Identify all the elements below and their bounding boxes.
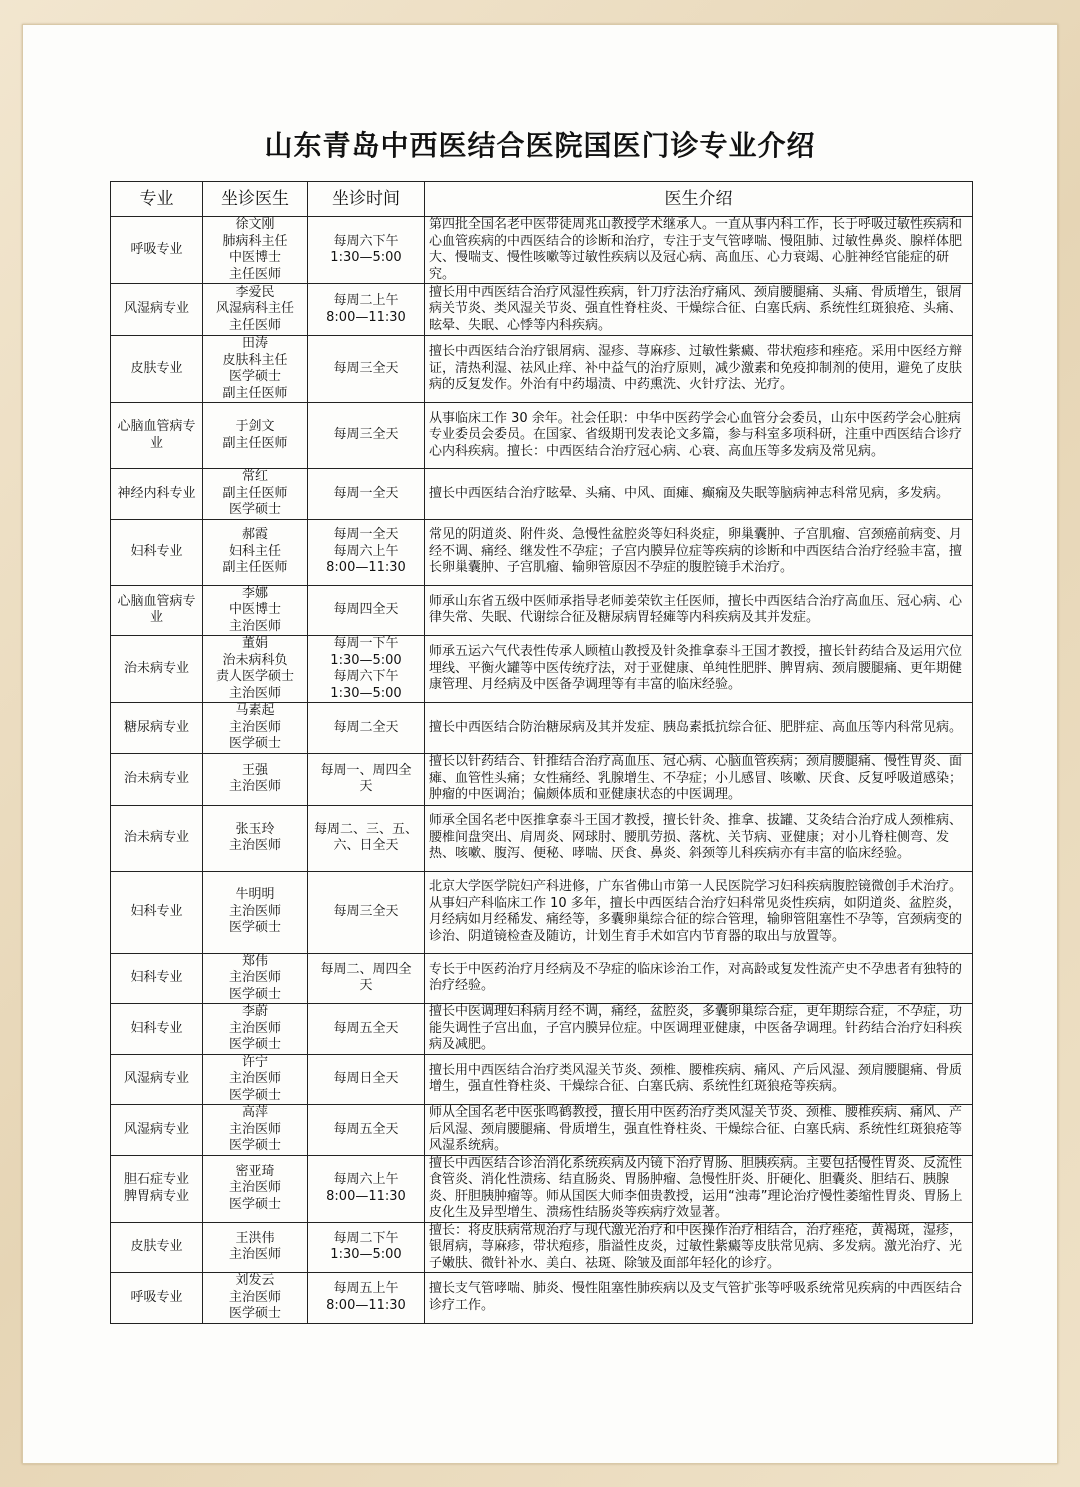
doctor-title: 主治医师 <box>228 685 281 701</box>
table-row <box>111 703 973 754</box>
specialty-cell <box>111 703 203 754</box>
specialty-text: 神经内科专业 <box>117 485 196 501</box>
table-row <box>111 871 973 953</box>
specialty-text: 妇科专业 <box>130 1020 183 1036</box>
schedule-cell <box>308 1004 425 1055</box>
table-row <box>111 953 973 1004</box>
schedule-text: 每周二下午 <box>333 1230 399 1246</box>
bio-cell: 擅长用中西医结合治疗类风湿关节炎、颈椎、腰椎疾病、痛风、产后风湿、颈肩腰腿痛、骨质增生，强直性脊柱炎、干燥综合征、白塞氏病、系统性红斑狼疮等疾病。 <box>425 1054 973 1105</box>
doctor-cell <box>203 1105 308 1156</box>
schedule-cell <box>308 805 425 871</box>
doctor-title: 医学硕士 <box>228 1138 281 1153</box>
doctor-name: 密亚琦 <box>235 1163 275 1179</box>
bio-cell: 擅长以针药结合、针推结合治疗高血压、冠心病、心脑血管疾病；颈肩腰腿痛、慢性胃炎、面瘫、血管性头痛；女性痛经、乳腺增生、不孕症；小儿感冒、咳嗽、厌食、反复呼吸道感染；肿瘤的中医调治；偏颇体质和亚健康状态的中医调理。 <box>425 753 973 805</box>
doctor-cell <box>203 1273 308 1324</box>
schedule-text: 每周一全天 <box>333 527 399 543</box>
schedule-text: 每周六下午 <box>333 669 399 684</box>
doctor-name: 王洪伟 <box>235 1230 275 1246</box>
bio-cell: 擅长中西医结合治疗银屑病、湿疹、荨麻疹、过敏性紫癜、带状疱疹和痤疮。采用中医经方辩证，清热利湿、祛风止痒、补中益气的治疗原则，减少激素和免疫抑制剂的使用，避免了皮肤病的反复发作。外治有中药塌渍、中药熏洗、火针疗法、光疗。 <box>425 336 973 403</box>
doctor-title: 主任医师 <box>228 317 281 333</box>
doctor-title: 主治医师 <box>228 838 281 853</box>
schedule-cell <box>308 585 425 636</box>
specialty-cell <box>111 805 203 871</box>
specialty-text: 胆石症专业 <box>123 1172 189 1187</box>
specialty-text: 风湿病专业 <box>123 1071 189 1086</box>
table-row <box>111 1105 973 1156</box>
specialty-cell <box>111 1155 203 1222</box>
bio-cell: 擅长中西医结合治疗眩晕、头痛、中风、面瘫、癫痫及失眠等脑病神志科常见病，多发病。 <box>425 469 973 520</box>
doctor-cell <box>203 585 308 636</box>
specialty-text: 治未病专业 <box>123 770 189 786</box>
specialty-cell <box>111 469 203 520</box>
schedule-text: 每周二、三、五、 <box>313 821 418 837</box>
schedule-text: 每周三全天 <box>333 427 399 443</box>
doctor-name: 高萍 <box>241 1105 268 1120</box>
doctor-cell <box>203 753 308 805</box>
specialty-cell <box>111 1273 203 1324</box>
header-specialty: 专业 <box>111 182 203 217</box>
table-row <box>111 1054 973 1105</box>
doctor-name: 常红 <box>241 469 268 484</box>
table-row <box>111 805 973 871</box>
schedule-text: 每周二上午 <box>333 293 399 308</box>
doctor-title: 副主任医师 <box>222 385 288 401</box>
schedule-cell <box>308 871 425 953</box>
specialty-cell <box>111 336 203 403</box>
doctor-cell <box>203 403 308 469</box>
specialty-cell <box>111 871 203 953</box>
specialty-text: 风湿病专业 <box>123 301 189 317</box>
schedule-cell <box>308 1105 425 1156</box>
doctor-cell <box>203 284 308 336</box>
schedule-text: 8:00—11:30 <box>326 1297 406 1313</box>
schedule-text: 每周六上午 <box>333 1172 399 1187</box>
schedule-text: 每周日全天 <box>333 1071 399 1086</box>
specialty-text: 治未病专业 <box>123 660 189 676</box>
doctor-name: 牛明明 <box>235 887 275 903</box>
doctor-title: 医学硕士 <box>228 920 281 936</box>
specialty-cell <box>111 1054 203 1105</box>
doctor-title: 医学硕士 <box>228 1196 281 1212</box>
doctor-title: 医学硕士 <box>228 736 281 751</box>
doctor-title: 责人医学硕士 <box>215 669 294 684</box>
table-row <box>111 284 973 336</box>
doctor-title: 主治医师 <box>228 779 281 794</box>
doctor-title: 医学硕士 <box>228 1037 281 1052</box>
doctor-cell <box>203 1155 308 1222</box>
schedule-text: 每周五上午 <box>333 1281 399 1297</box>
doctor-name: 郑伟 <box>241 953 268 969</box>
doctor-name: 徐文刚 <box>235 217 275 232</box>
schedule-text: 每周二全天 <box>333 719 399 735</box>
doctor-title: 医学硕士 <box>228 502 281 517</box>
specialty-text: 心脑血管病专业 <box>117 419 196 451</box>
bio-cell: 师从全国名老中医张鸣鹤教授，擅长用中医药治疗类风湿关节炎、颈椎、腰椎疾病、痛风、产后风湿、颈肩腰腿痛、骨质增生，强直性脊柱炎、干燥综合征、白塞氏病、系统性红斑狼疮等风湿系统病。 <box>425 1105 973 1156</box>
doctor-title: 主治医师 <box>228 618 281 634</box>
schedule-text: 每周三全天 <box>333 903 399 919</box>
doctor-title: 副主任医师 <box>222 485 288 501</box>
doctor-name: 于剑文 <box>235 419 275 434</box>
header-time: 坐诊时间 <box>308 182 425 217</box>
doctor-title: 医学硕士 <box>228 986 281 1002</box>
doctor-cell <box>203 217 308 284</box>
table-header-row <box>111 182 973 217</box>
doctor-cell <box>203 953 308 1004</box>
bio-cell: 擅长中医调理妇科病月经不调，痛经，盆腔炎，多囊卵巢综合症，更年期综合症，不孕症，功能失调性子宫出血，子宫内膜异位症。中医调理亚健康，中医备孕调理。针药结合治疗妇科疾病及减肥。 <box>425 1004 973 1055</box>
specialty-cell <box>111 636 203 703</box>
schedule-text: 8:00—11:30 <box>326 309 406 325</box>
doctor-title: 医学硕士 <box>228 1087 281 1103</box>
doctor-title: 皮肤科主任 <box>222 352 288 368</box>
specialty-cell <box>111 953 203 1004</box>
doctor-title: 中医博士 <box>228 602 281 617</box>
schedule-cell <box>308 217 425 284</box>
table-row <box>111 469 973 520</box>
schedule-cell <box>308 519 425 585</box>
schedule-text: 每周五全天 <box>333 1020 399 1036</box>
specialty-text: 呼吸专业 <box>130 1289 183 1305</box>
doctor-name: 郝霞 <box>241 527 268 543</box>
schedule-text: 天 <box>359 779 373 794</box>
doctor-cell <box>203 636 308 703</box>
doctor-title: 风湿病科主任 <box>215 301 294 317</box>
doctor-name: 张玉玲 <box>235 821 275 837</box>
table-row <box>111 753 973 805</box>
doctor-title: 医学硕士 <box>228 1306 281 1321</box>
bio-cell: 专长于中医药治疗月经病及不孕症的临床诊治工作，对高龄或复发性流产史不孕患者有独特的治疗经验。 <box>425 953 973 1004</box>
table-row <box>111 519 973 585</box>
doctor-name: 李爱民 <box>235 284 275 300</box>
specialty-text: 脾胃病专业 <box>123 1188 189 1204</box>
schedule-cell <box>308 403 425 469</box>
specialty-text: 妇科专业 <box>130 543 183 559</box>
header-doctor: 坐诊医生 <box>203 182 308 217</box>
bio-cell: 北京大学医学院妇产科进修，广东省佛山市第一人民医院学习妇科疾病腹腔镜微创手术治疗。从事妇产科临床工作 10 多年，擅长中西医结合治疗妇科常见炎性疾病，如阴道炎、盆腔炎，月经病如月经稀发、痛经等，多囊卵巢综合征的综合管理，输卵管阻塞性不孕等，宫颈病变的诊治、阴道镜检查及随访，计划生育手术如宫内节育器的取出与放置等。 <box>425 871 973 953</box>
doctor-cell <box>203 469 308 520</box>
specialty-cell <box>111 1222 203 1273</box>
specialty-text: 妇科专业 <box>130 903 183 919</box>
bio-cell: 从事临床工作 30 余年。社会任职：中华中医药学会心血管分会委员，山东中医药学会心脏病专业委员会委员。在国家、省级期刊发表论文多篇，参与科室多项科研，注重中西医结合诊疗心内科疾病。擅长：中西医结合治疗冠心病、心衰、高血压等多发病及常见病。 <box>425 403 973 469</box>
schedule-cell <box>308 284 425 336</box>
doctor-title: 医学硕士 <box>228 369 281 384</box>
doctor-title: 主治医师 <box>228 1071 281 1086</box>
table-row <box>111 403 973 469</box>
bio-cell: 擅长用中西医结合治疗风湿性疾病，针刀疗法治疗痛风、颈肩腰腿痛、头痛、骨质增生，银屑病关节炎、类风湿关节炎、强直性脊柱炎、干燥综合征、白塞氏病、系统性红斑狼疮、头痛、眩晕、失眠、心悸等内科疾病。 <box>425 284 973 336</box>
doctor-cell <box>203 336 308 403</box>
doctor-cell <box>203 703 308 754</box>
doctor-title: 主治医师 <box>228 1121 281 1137</box>
schedule-cell <box>308 1273 425 1324</box>
doctor-title: 肺病科主任 <box>222 233 288 249</box>
doctor-title: 中医博士 <box>228 250 281 265</box>
doctor-title: 主治医师 <box>228 1247 281 1263</box>
schedule-text: 1:30—5:00 <box>330 1247 402 1263</box>
table-row <box>111 1273 973 1324</box>
schedule-cell <box>308 753 425 805</box>
table-row <box>111 336 973 403</box>
table-row <box>111 1222 973 1273</box>
doctor-cell <box>203 1004 308 1055</box>
schedule-text: 1:30—5:00 <box>330 250 402 265</box>
schedule-text: 每周三全天 <box>333 360 399 376</box>
table-row <box>111 1155 973 1222</box>
doctor-cell <box>203 871 308 953</box>
doctor-cell <box>203 805 308 871</box>
table-row <box>111 217 973 284</box>
bio-cell: 擅长：将皮肤病常规治疗与现代激光治疗和中医操作治疗相结合，治疗痤疮，黄褐斑，湿疹，银屑病，荨麻疹，带状疱疹，脂溢性皮炎，过敏性紫癜等皮肤常见病、多发病。激光治疗、光子嫩肤、微针补水、美白、祛斑、除皱及面部年轻化的诊疗。 <box>425 1222 973 1273</box>
schedule-text: 每周六上午 <box>333 543 399 559</box>
schedule-cell <box>308 953 425 1004</box>
specialty-text: 妇科专业 <box>130 970 183 985</box>
doctor-title: 治未病科负 <box>222 652 288 668</box>
schedule-cell <box>308 1222 425 1273</box>
doctor-name: 许宁 <box>241 1054 268 1070</box>
specialty-cell <box>111 217 203 284</box>
schedule-text: 每周四全天 <box>333 602 399 617</box>
doctor-name: 董娟 <box>241 636 268 651</box>
doctor-name: 刘发云 <box>235 1273 275 1288</box>
bio-cell: 第四批全国名老中医带徒周兆山教授学术继承人。一直从事内科工作，长于呼吸过敏性疾病和心血管疾病的中西医结合的诊断和治疗，专注于支气管哮喘、慢阻肺、过敏性鼻炎、腺样体肥大、慢喘支、慢性咳嗽等过敏性疾病以及冠心病、高血压、心力衰竭、心脏神经官能症的研究。 <box>425 217 973 284</box>
doctor-name: 李娜 <box>241 585 268 601</box>
bio-cell: 师承五运六气代表性传承人顾植山教授及针灸推拿泰斗王国才教授，擅长针药结合及运用穴位埋线、平衡火罐等中医传统疗法，对于亚健康、单纯性肥胖、脾胃病、颈肩腰腿痛、更年期健康管理、月经病及中医备孕调理等有丰富的临床经验。 <box>425 636 973 703</box>
doctor-title: 副主任医师 <box>222 435 288 451</box>
specialty-cell <box>111 519 203 585</box>
specialty-cell <box>111 403 203 469</box>
bio-cell: 师承山东省五级中医师承指导老师姜荣钦主任医师，擅长中西医结合治疗高血压、冠心病、心律失常、失眠、代谢综合征及糖尿病胃轻瘫等内科疾病及其并发症。 <box>425 585 973 636</box>
schedule-text: 8:00—11:30 <box>326 560 406 576</box>
schedule-text: 每周一、周四全 <box>320 762 412 778</box>
specialty-text: 皮肤专业 <box>130 360 183 376</box>
schedule-cell <box>308 703 425 754</box>
specialty-cell <box>111 1105 203 1156</box>
doctor-title: 主治医师 <box>228 1180 281 1196</box>
doctor-cell <box>203 519 308 585</box>
doctor-title: 主治医师 <box>228 970 281 985</box>
specialty-text: 心脑血管病专业 <box>117 593 196 626</box>
doctor-title: 主治医师 <box>228 1020 281 1036</box>
specialty-cell <box>111 753 203 805</box>
schedule-text: 每周一全天 <box>333 485 399 501</box>
specialty-table <box>110 181 973 1324</box>
schedule-cell <box>308 636 425 703</box>
table-row <box>111 1004 973 1055</box>
schedule-text: 8:00—11:30 <box>326 1188 406 1204</box>
specialty-text: 风湿病专业 <box>123 1121 189 1137</box>
schedule-text: 1:30—5:00 <box>330 685 402 701</box>
doctor-cell <box>203 1222 308 1273</box>
schedule-text: 1:30—5:00 <box>330 652 402 668</box>
specialty-cell <box>111 284 203 336</box>
doctor-title: 主治医师 <box>228 719 281 735</box>
schedule-cell <box>308 1054 425 1105</box>
doctor-title: 副主任医师 <box>222 560 288 576</box>
schedule-cell <box>308 469 425 520</box>
page-title: 山东青岛中西医结合医院国医门诊专业介绍 <box>264 129 816 162</box>
doctor-title: 主治医师 <box>228 903 281 919</box>
doctor-name: 马素起 <box>235 703 275 718</box>
specialty-text: 呼吸专业 <box>130 241 183 257</box>
table-row <box>111 585 973 636</box>
bio-cell: 常见的阴道炎、附件炎、急慢性盆腔炎等妇科炎症，卵巢囊肿、子宫肌瘤、宫颈癌前病变、月经不调、痛经、继发性不孕症；子宫内膜异位症等疾病的诊断和中西医结合治疗经验丰富，擅长卵巢囊肿、子宫肌瘤、输卵管原因不孕症的腹腔镜手术治疗。 <box>425 519 973 585</box>
specialty-cell <box>111 1004 203 1055</box>
schedule-text: 每周二、周四全 <box>320 961 412 977</box>
bio-cell: 擅长中西医结合诊治消化系统疾病及内镜下治疗胃肠、胆胰疾病。主要包括慢性胃炎、反流性食管炎、消化性溃疡、结直肠炎、胃肠肿瘤、急慢性肝炎、肝硬化、胆囊炎、胆结石、胰腺炎、肝胆胰肿瘤等。师从国医大师李佃贵教授，运用“浊毒”理论治疗慢性萎缩性胃炎、胃肠上皮化生及异型增生、溃疡性结肠炎等疾病疗效显著。 <box>425 1155 973 1222</box>
specialty-text: 糖尿病专业 <box>123 719 189 735</box>
doctor-name: 李蔚 <box>241 1004 268 1019</box>
bio-cell: 师承全国名老中医推拿泰斗王国才教授，擅长针灸、推拿、拔罐、艾灸结合治疗成人颈椎病、腰椎间盘突出、肩周炎、网球肘、腰肌劳损、落枕、关节病、亚健康；对小儿脊柱侧弯、发热、咳嗽、腹泻、便秘、哮喘、厌食、鼻炎、斜颈等儿科疾病亦有丰富的临床经验。 <box>425 805 973 871</box>
schedule-cell <box>308 1155 425 1222</box>
schedule-text: 每周六下午 <box>333 233 399 249</box>
schedule-text: 每周一下午 <box>333 636 399 651</box>
doctor-name: 王强 <box>241 762 268 778</box>
specialty-cell <box>111 585 203 636</box>
doctor-title: 主治医师 <box>228 1289 281 1305</box>
bio-cell: 擅长支气管哮喘、肺炎、慢性阻塞性肺疾病以及支气管扩张等呼吸系统常见疾病的中西医结合诊疗工作。 <box>425 1273 973 1324</box>
doctor-title: 主任医师 <box>228 266 281 282</box>
table-body <box>111 217 973 1324</box>
table-row <box>111 636 973 703</box>
schedule-text: 每周五全天 <box>333 1121 399 1137</box>
specialty-text: 皮肤专业 <box>130 1239 183 1254</box>
schedule-text: 天 <box>359 978 373 994</box>
schedule-cell <box>308 336 425 403</box>
schedule-text: 六、日全天 <box>333 838 399 853</box>
header-bio: 医生介绍 <box>425 182 973 217</box>
specialty-text: 治未病专业 <box>123 829 189 845</box>
doctor-name: 田涛 <box>241 336 268 351</box>
bio-cell: 擅长中西医结合防治糖尿病及其并发症、胰岛素抵抗综合征、肥胖症、高血压等内科常见病。 <box>425 703 973 754</box>
doctor-title: 妇科主任 <box>228 543 281 559</box>
doctor-cell <box>203 1054 308 1105</box>
